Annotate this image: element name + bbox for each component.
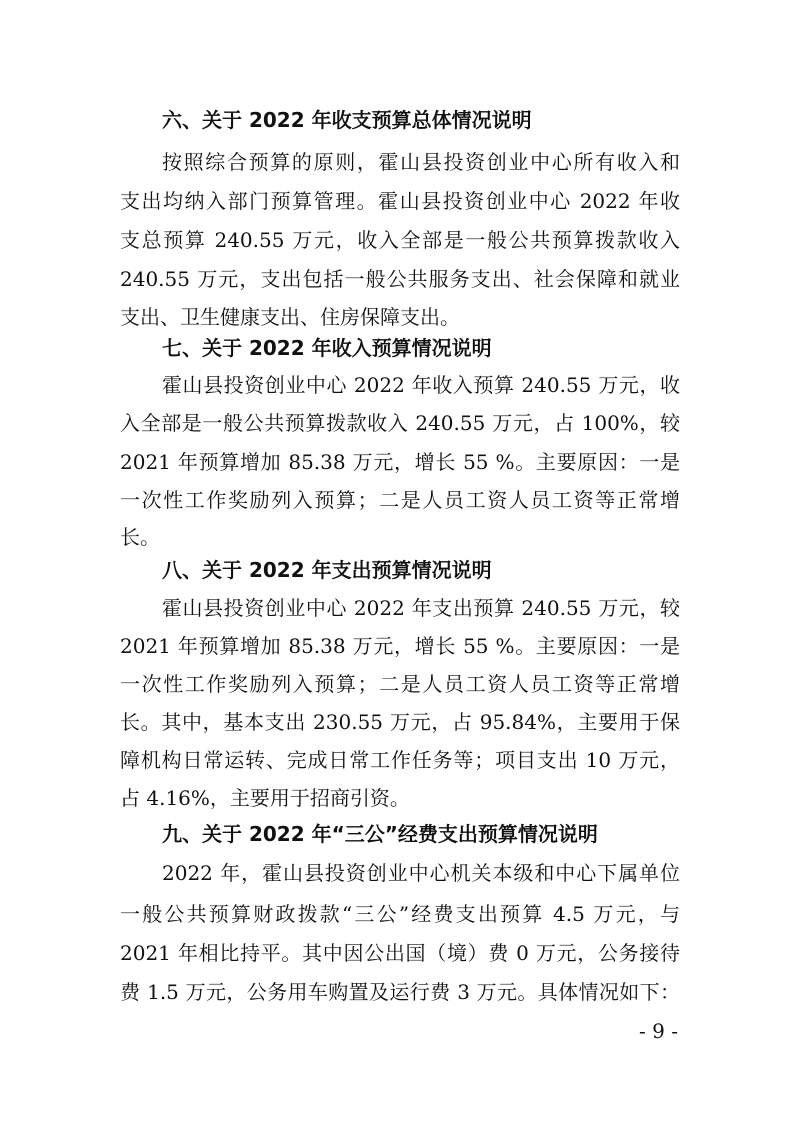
section-9-line-1: 2022 年，霍山县投资创业中心机关本级和中心下属单位	[162, 861, 680, 885]
section-8-line-4: 长。其中，基本支出 230.55 万元，占 95.84%，主要用于保	[120, 710, 680, 734]
section-6-line-1: 按照综合预算的原则，霍山县投资创业中心所有收入和	[162, 150, 680, 174]
section-6-line-5: 支出、卫生健康支出、住房保障支出。	[120, 305, 460, 329]
page-number: - 9 -	[639, 1019, 678, 1043]
section-9-line-2: 一般公共预算财政拨款“三公”经费支出预算 4.5 万元，与	[120, 902, 680, 926]
section-8-heading: 八、关于 2022 年支出预算情况说明	[162, 558, 492, 582]
section-8-line-3: 一次性工作奖励列入预算；二是人员工资人员工资等正常增	[120, 672, 680, 696]
section-8-line-2: 2021 年预算增加 85.38 万元，增长 55 %。主要原因：一是	[120, 634, 680, 658]
section-9-line-3: 2021 年相比持平。其中因公出国（境）费 0 万元，公务接待	[120, 941, 680, 965]
section-7-line-2: 入全部是一般公共预算拨款收入 240.55 万元，占 100%，较	[120, 411, 680, 435]
section-7-line-4: 一次性工作奖励列入预算；二是人员工资人员工资等正常增	[120, 488, 680, 512]
section-8-line-6: 占 4.16%，主要用于招商引资。	[120, 786, 410, 810]
section-6-line-4: 240.55 万元，支出包括一般公共服务支出、社会保障和就业	[120, 267, 680, 291]
section-9-line-4: 费 1.5 万元，公务用车购置及运行费 3 万元。具体情况如下：	[120, 980, 680, 1004]
section-8-line-1: 霍山县投资创业中心 2022 年支出预算 240.55 万元，较	[162, 596, 680, 620]
section-8-line-5: 障机构日常运转、完成日常工作任务等；项目支出 10 万元，	[120, 748, 680, 772]
section-6-line-2: 支出均纳入部门预算管理。霍山县投资创业中心 2022 年收	[120, 189, 680, 213]
section-7-line-3: 2021 年预算增加 85.38 万元，增长 55 %。主要原因：一是	[120, 450, 680, 474]
section-7-heading: 七、关于 2022 年收入预算情况说明	[162, 336, 492, 360]
section-6-heading: 六、关于 2022 年收支预算总体情况说明	[162, 108, 532, 132]
section-7-line-1: 霍山县投资创业中心 2022 年收入预算 240.55 万元，收	[162, 373, 680, 397]
section-6-line-3: 支总预算 240.55 万元，收入全部是一般公共预算拨款收入	[120, 228, 680, 252]
section-7-line-5: 长。	[120, 525, 160, 549]
section-9-heading: 九、关于 2022 年“三公”经费支出预算情况说明	[162, 822, 598, 846]
